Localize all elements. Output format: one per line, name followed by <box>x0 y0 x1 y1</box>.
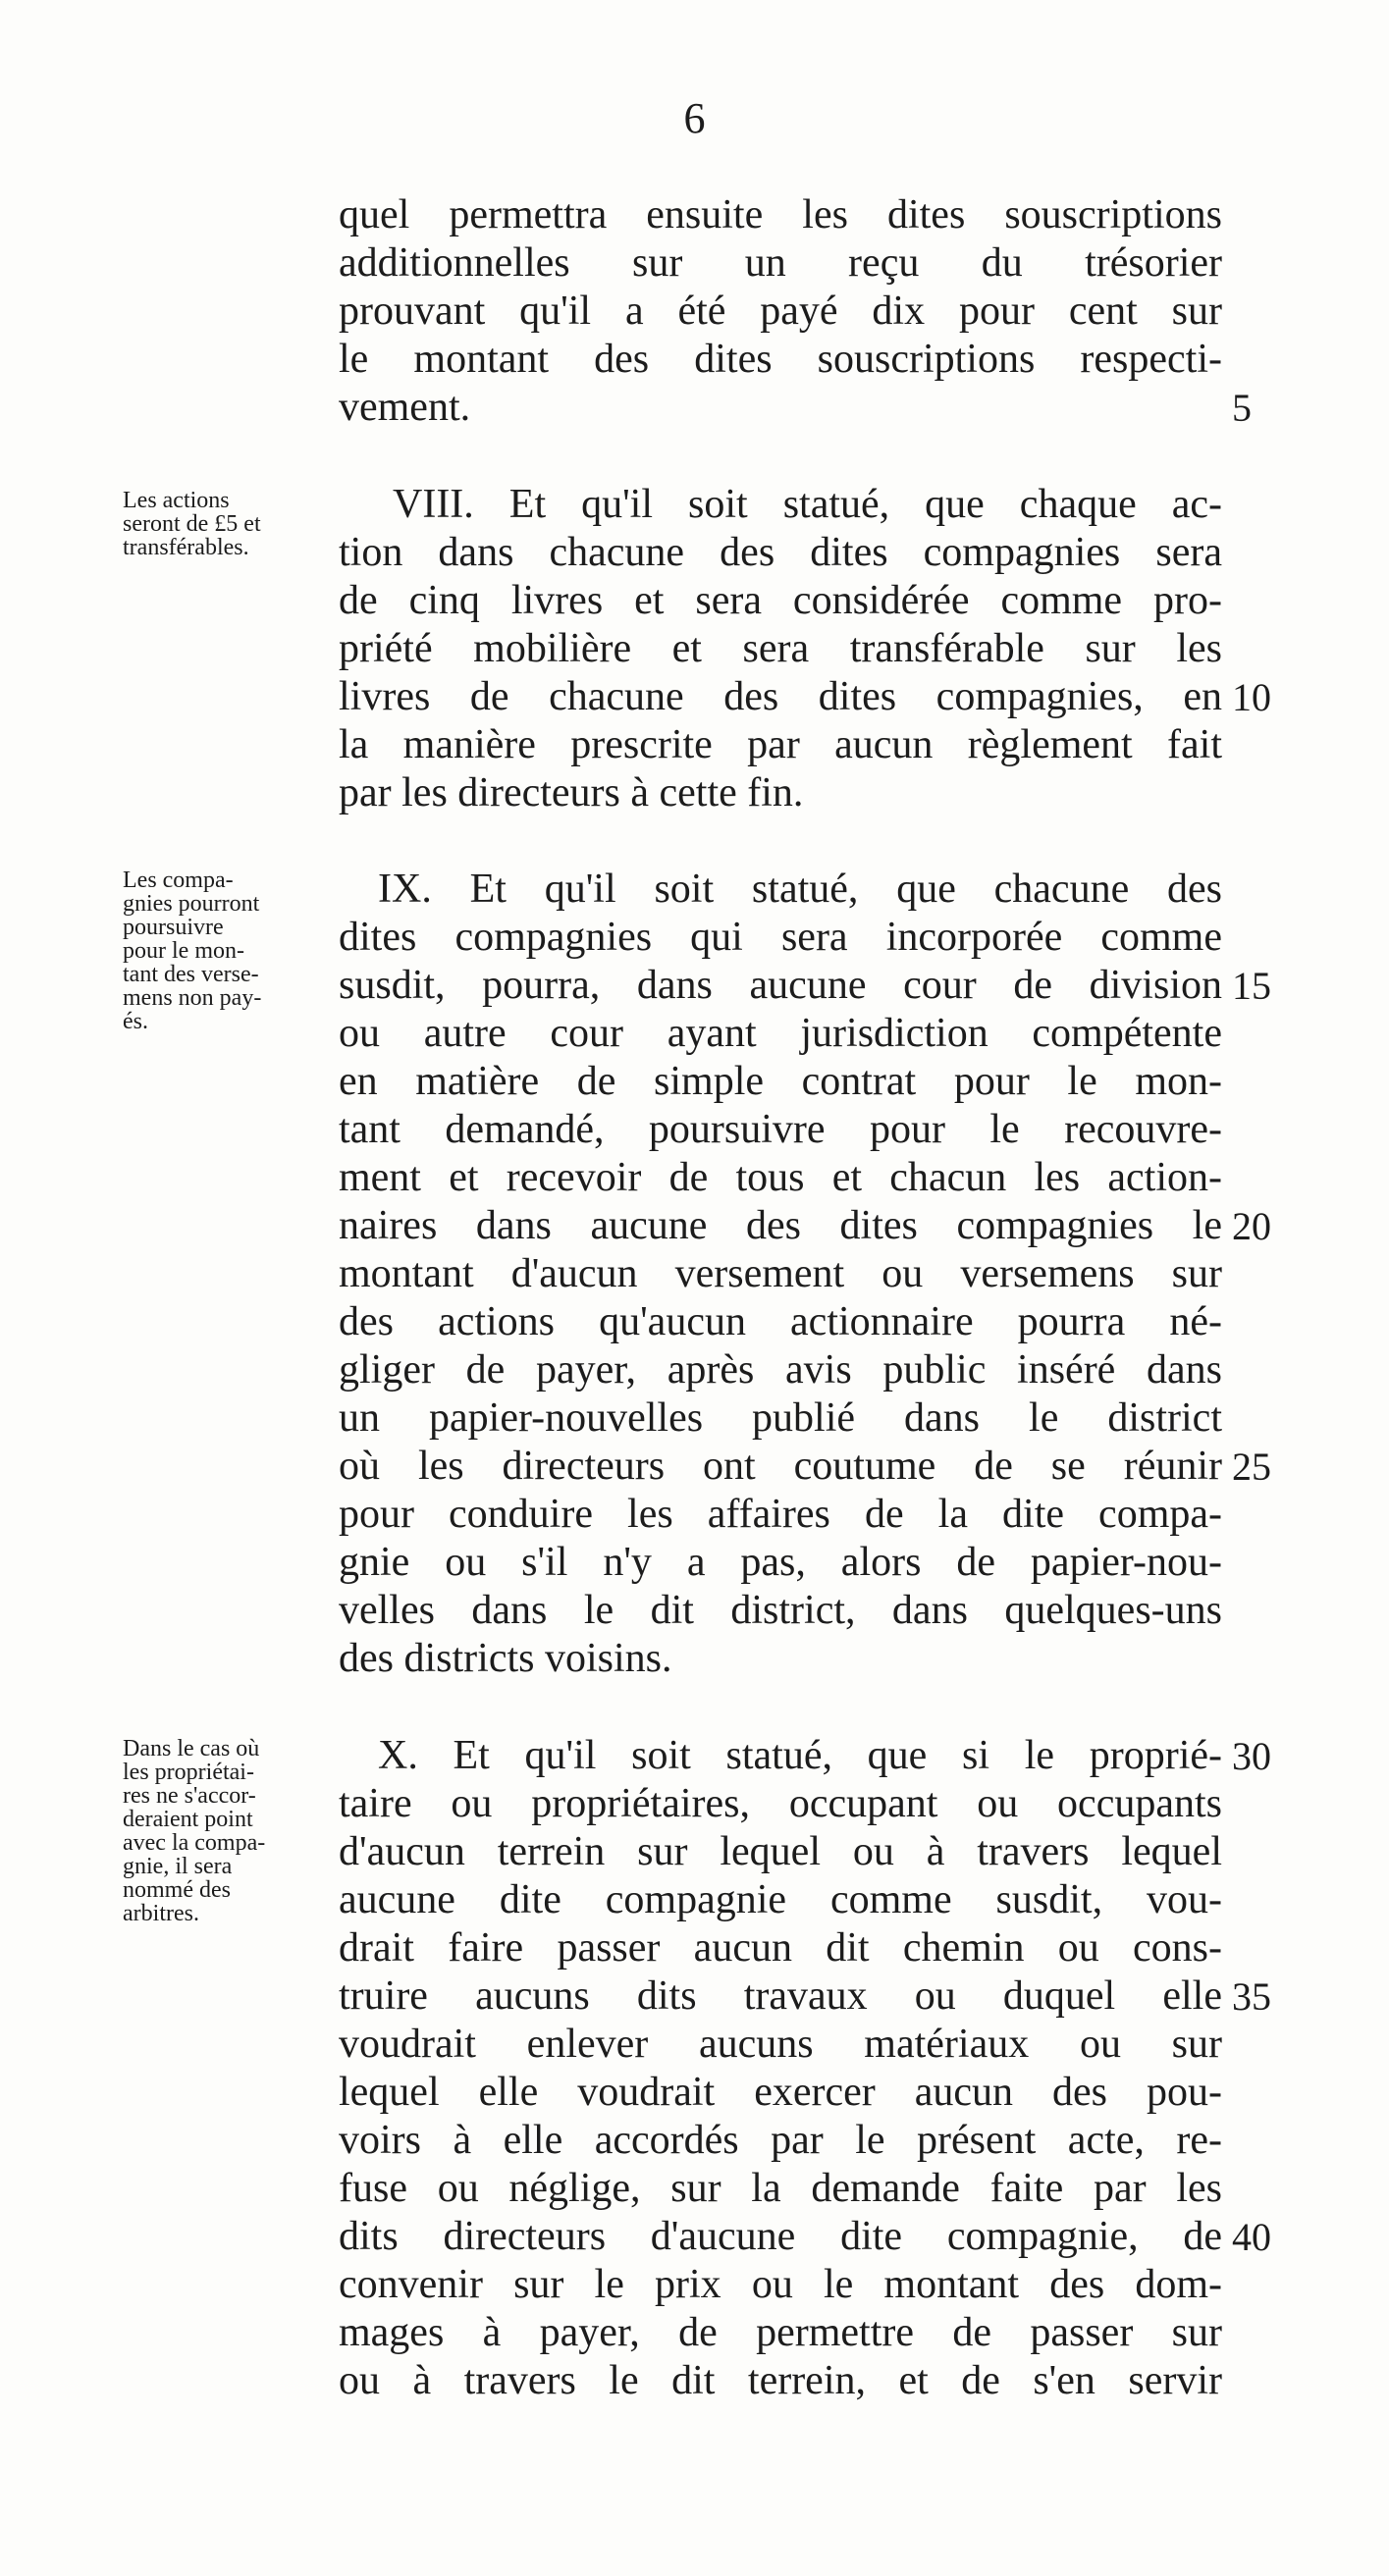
text-line: livres de chacune des dites compagnies, en <box>339 674 1222 719</box>
text-line: drait faire passer aucun dit chemin ou cons- <box>339 1925 1222 1971</box>
section-heading-line: IX. Et qu'il soit statué, que chacune des <box>378 867 1222 912</box>
margin-note-line: deraient point <box>123 1807 253 1832</box>
text-line: des actions qu'aucun actionnaire pourra né- <box>339 1299 1222 1344</box>
margin-note-line: les propriétai- <box>123 1760 254 1785</box>
text-line: additionnelles sur un reçu du trésorier <box>339 240 1222 286</box>
text-line: ou autre cour ayant jurisdiction compétente <box>339 1011 1222 1056</box>
text-line: priété mobilière et sera transférable sur les <box>339 626 1222 671</box>
text-line: gliger de payer, après avis public inséré dans <box>339 1347 1222 1393</box>
text-line: aucune dite compagnie comme susdit, vou- <box>339 1877 1222 1922</box>
text-line: où les directeurs ont coutume de se réunir <box>339 1444 1222 1489</box>
text-line: tion dans chacune des dites compagnies sera <box>339 530 1222 575</box>
page-number: 6 <box>683 94 706 142</box>
line-number: 40 <box>1232 2215 1271 2259</box>
text-line: ment et recevoir de tous et chacun les action- <box>339 1155 1222 1200</box>
text-line: des districts voisins. <box>339 1636 672 1681</box>
text-line: d'aucun terrein sur lequel ou à travers lequel <box>339 1829 1222 1874</box>
margin-note-line: transférables. <box>123 535 249 560</box>
section-heading-line: X. Et qu'il soit statué, que si le proprié- <box>378 1733 1222 1778</box>
text-line: susdit, pourra, dans aucune cour de division <box>339 963 1222 1008</box>
line-number: 25 <box>1232 1445 1271 1489</box>
margin-note-line: avec la compa- <box>123 1830 266 1856</box>
text-line: vement. <box>339 385 471 430</box>
text-line: prouvant qu'il a été payé dix pour cent sur <box>339 289 1222 334</box>
margin-note-line: res ne s'accor- <box>123 1783 256 1809</box>
text-line: pour conduire les affaires de la dite compa- <box>339 1492 1222 1537</box>
margin-note-line: Les compa- <box>123 867 234 893</box>
line-number: 30 <box>1232 1734 1271 1778</box>
margin-note-line: és. <box>123 1009 148 1034</box>
text-line: le montant des dites souscriptions respecti- <box>339 337 1222 382</box>
text-line: gnie ou s'il n'y a pas, alors de papier-nou- <box>339 1540 1222 1585</box>
text-line: naires dans aucune des dites compagnies le <box>339 1203 1222 1248</box>
text-line: quel permettra ensuite les dites souscriptions <box>339 192 1222 237</box>
margin-note-line: arbitres. <box>123 1901 199 1926</box>
text-line: fuse ou néglige, sur la demande faite par les <box>339 2166 1222 2211</box>
text-line: dits directeurs d'aucune dite compagnie, de <box>339 2214 1222 2259</box>
margin-note-line: poursuivre <box>123 915 224 940</box>
text-line: par les directeurs à cette fin. <box>339 770 804 815</box>
text-line: taire ou propriétaires, occupant ou occupants <box>339 1781 1222 1826</box>
margin-note-line: Les actions <box>123 488 230 513</box>
text-line: tant demandé, poursuivre pour le recouvre- <box>339 1107 1222 1152</box>
margin-note-line: gnies pourront <box>123 891 260 917</box>
text-line: ou à travers le dit terrein, et de s'en servir <box>339 2358 1222 2403</box>
text-line: mages à payer, de permettre de passer sur <box>339 2310 1222 2355</box>
line-number: 20 <box>1232 1204 1271 1248</box>
margin-note-line: gnie, il sera <box>123 1854 233 1879</box>
line-number: 5 <box>1232 386 1252 430</box>
section-heading-line: VIII. Et qu'il soit statué, que chaque ac- <box>393 482 1222 527</box>
text-line: truire aucuns dits travaux ou duquel elle <box>339 1973 1222 2019</box>
line-number: 15 <box>1232 964 1271 1008</box>
margin-note-line: mens non pay- <box>123 985 262 1011</box>
text-line: un papier-nouvelles publié dans le district <box>339 1395 1222 1441</box>
line-number: 35 <box>1232 1974 1271 2019</box>
text-line: voudrait enlever aucuns matériaux ou sur <box>339 2022 1222 2067</box>
text-line: dites compagnies qui sera incorporée comme <box>339 915 1222 960</box>
text-line: voirs à elle accordés par le présent acte, re- <box>339 2118 1222 2163</box>
text-line: velles dans le dit district, dans quelques-uns <box>339 1588 1222 1633</box>
text-line: convenir sur le prix ou le montant des dom- <box>339 2262 1222 2307</box>
text-line: lequel elle voudrait exercer aucun des pou- <box>339 2070 1222 2115</box>
text-line: de cinq livres et sera considérée comme pro- <box>339 578 1222 623</box>
margin-note-line: seront de £5 et <box>123 511 261 537</box>
text-line: en matière de simple contrat pour le mon- <box>339 1059 1222 1104</box>
margin-note-line: Dans le cas où <box>123 1736 260 1761</box>
text-line: montant d'aucun versement ou versemens sur <box>339 1251 1222 1296</box>
text-line: la manière prescrite par aucun règlement fait <box>339 722 1222 767</box>
margin-note-line: nommé des <box>123 1877 231 1903</box>
line-number: 10 <box>1232 675 1271 719</box>
margin-note-line: tant des verse- <box>123 962 259 987</box>
margin-note-line: pour le mon- <box>123 938 244 964</box>
